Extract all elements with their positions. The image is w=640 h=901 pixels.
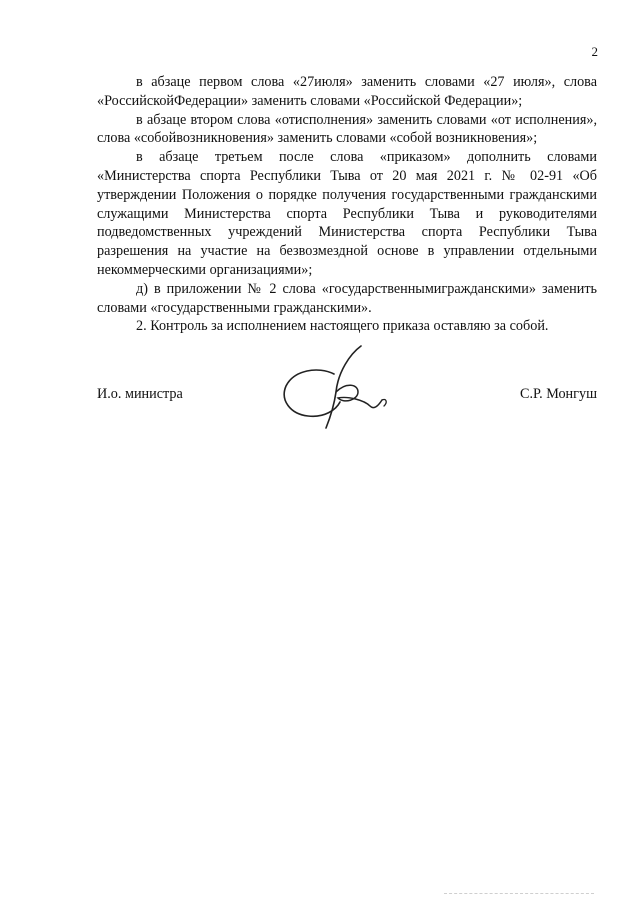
paragraph-5: 2. Контроль за исполнением настоящего приказа оставляю за собой. — [136, 318, 549, 335]
page-number: 2 — [591, 44, 598, 59]
document-body — [97, 73, 597, 336]
scan-artifact-line — [444, 893, 594, 895]
handwritten-signature — [278, 340, 398, 440]
signer-title: И.о. министра — [97, 386, 183, 402]
signer-name: С.Р. Монгуш — [519, 386, 597, 402]
paragraph-1: в абзаце первом слова «27июля» заменить словами «27 июля», слова «РоссийскойФедерации» заменить словами «Российской Федерации»; — [97, 74, 597, 109]
paragraph-4: д) в приложении № 2 слова «государственнымигражданскими» заменить словами «государственными гражданскими». — [97, 280, 597, 316]
paragraph-3: в абзаце третьем после слова «приказом» дополнить словами «Министерства спорта Республики Тыва от 20 мая 2021 г. № 02-91 «Об утверждении Положения о порядке получения государственными гражданскими служащими Министерства спорта Республики Тыва и руководителями подведомственных учреждений Министерства спорта Республики Тыва разрешения на участие на безвозмездной основе в управлении отдельными некоммерческими организациями»; — [97, 149, 597, 278]
paragraph-2: в абзаце втором слова «отисполнения» заменить словами «от исполнения», слова «собойвозникновения» заменить словами «собой возникновения»; — [97, 111, 597, 147]
